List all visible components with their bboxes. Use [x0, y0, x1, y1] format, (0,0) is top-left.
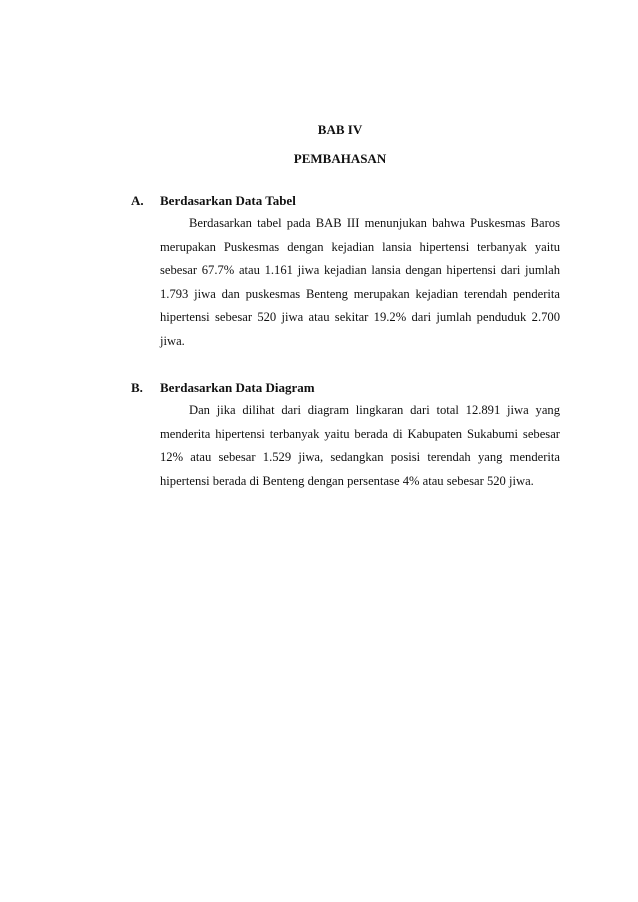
section-letter: B. — [131, 380, 143, 395]
section-paragraph: Dan jika dilihat dari diagram lingkaran dari total 12.891 jiwa yang menderita hipertensi terbanyak yaitu berada di Kabupaten Sukabumi sebesar 12% atau sebesar 1.529 jiwa, sedangkan posisi terendah yang menderita hipertensi berada di Benteng dengan persentase 4% atau sebesar 520 jiwa. — [160, 403, 560, 488]
chapter-title: PEMBAHASAN — [293, 151, 387, 166]
section-heading: Berdasarkan Data Diagram — [160, 380, 315, 395]
section-heading: Berdasarkan Data Tabel — [160, 193, 296, 208]
section-header — [131, 190, 561, 212]
section-b — [131, 377, 561, 493]
section-header — [131, 377, 561, 399]
chapter-number: BAB IV — [317, 122, 363, 137]
section-letter: A. — [131, 193, 144, 208]
section-a — [131, 190, 561, 353]
section-paragraph: Berdasarkan tabel pada BAB III menunjukan bahwa Puskesmas Baros merupakan Puskesmas dengan kejadian lansia hipertensi terbanyak yaitu sebesar 67.7% atau 1.161 jiwa kejadian lansia dengan hipertensi dari jumlah 1.793 jiwa dan puskesmas Benteng merupakan kejadian terendah penderita hipertensi sebesar 520 jiwa atau sekitar 19.2% dari jumlah penduduk 2.700 jiwa. — [160, 216, 560, 348]
